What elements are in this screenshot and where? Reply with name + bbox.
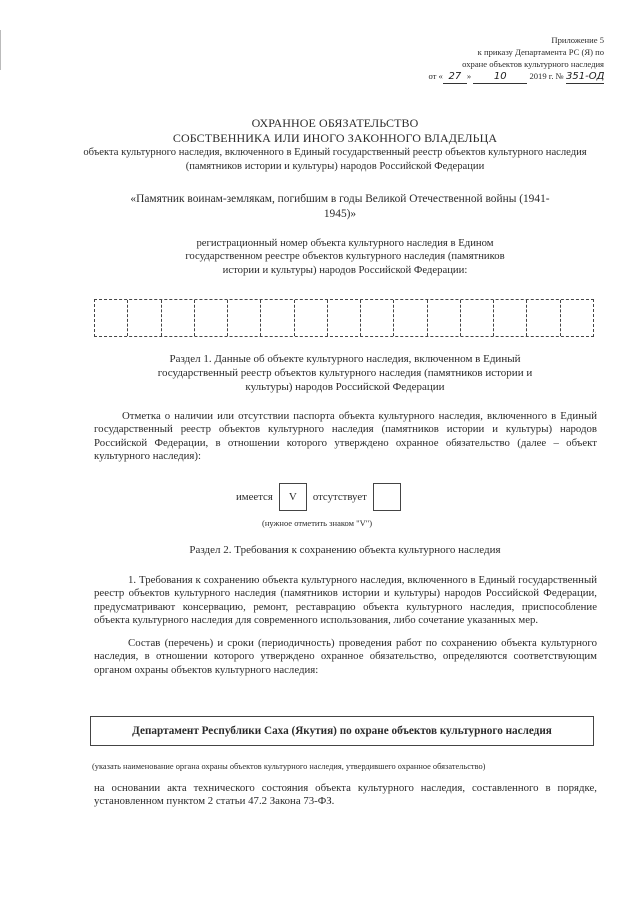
reg-cell: [128, 300, 161, 336]
reg-cell: [361, 300, 394, 336]
order-number: 351-ОД: [566, 71, 605, 82]
title-line-1: ОХРАННОЕ ОБЯЗАТЕЛЬСТВО: [251, 116, 419, 130]
passport-note: (нужное отметить знаком "V"): [262, 518, 373, 528]
reg-cell: [162, 300, 195, 336]
passport-has-label: имеется: [236, 491, 273, 503]
reg-cell: [394, 300, 427, 336]
section-1-heading: Раздел 1. Данные об объекте культурного наследия, включенном в Единый государственный реестр объектов культурного наследия (памятников истории и культуры) народов Российской Федерации: [157, 353, 533, 393]
basis-text: на основании акта технического состояния объекта культурного наследия, составленного в порядке, установленном пунктом 2 статьи 47.2 Закона 73-ФЗ.: [94, 782, 597, 808]
reg-cell: [461, 300, 494, 336]
object-name: «Памятник воинам-землякам, погибшим в годы Великой Отечественной войны (1941-1945)»: [130, 193, 550, 220]
date-year: 2019 г. №: [529, 71, 564, 81]
document-subtitle: объекта культурного наследия, включенного в Единый государственный реестр объектов культурного наследия (памятников истории и культуры) народов Российской Федерации: [83, 147, 587, 172]
item-1-text: 1. Требования к сохранению объекта культурного наследия, включенного в Единый государственный реестр объектов культурного наследия (памятников истории и культуры) народов Российской Федерации, предусматривают консервацию, ремонт, реставрацию объекта культурного наследия, приспособление объекта культурного наследия для современного использования, либо сочетание указанных мер.: [94, 574, 597, 627]
reg-cell: [328, 300, 361, 336]
reg-cell: [527, 300, 560, 336]
authority-box: Департамент Республики Саха (Якутия) по охране объектов культурного наследия: [90, 716, 594, 746]
passport-absent-label: отсутствует: [312, 491, 367, 503]
appendix-line-2: к приказу Департамента РС (Я) по: [477, 47, 604, 57]
section-2-heading: Раздел 2. Требования к сохранению объекта культурного наследия: [189, 544, 501, 556]
date-month: 10: [473, 71, 527, 84]
document-title: [70, 116, 600, 146]
reg-cell: [228, 300, 261, 336]
appendix-line-1: Приложение 5: [551, 35, 604, 45]
appendix-header: [364, 34, 604, 84]
passport-absent-checkbox[interactable]: [373, 483, 401, 511]
date-prefix: от «: [428, 71, 443, 81]
scan-margin-mark: [0, 30, 5, 70]
reg-cell: [261, 300, 294, 336]
item-2-text: Состав (перечень) и сроки (периодичность) проведения работ по сохранению объекта культурного наследия, в отношении которого утверждено охранное обязательство, определяются соответствующим органом охраны объектов культурного наследия:: [94, 637, 597, 676]
reg-cell: [428, 300, 461, 336]
passport-has-checkbox[interactable]: V: [279, 483, 307, 511]
date-mid: »: [466, 71, 472, 81]
reg-cell: [195, 300, 228, 336]
registration-number-boxes: [94, 299, 594, 337]
appendix-date-line: [364, 70, 604, 84]
reg-cell: [295, 300, 328, 336]
registration-caption: регистрационный номер объекта культурного наследия в Едином государственном реестре объектов культурного наследия (памятников истории и культуры) народов Российской Федерации:: [185, 237, 505, 276]
reg-cell: [494, 300, 527, 336]
reg-cell: [561, 300, 593, 336]
title-line-2: СОБСТВЕННИКА ИЛИ ИНОГО ЗАКОННОГО ВЛАДЕЛЬЦА: [172, 131, 498, 145]
section-1-text: Отметка о наличии или отсутствии паспорта объекта культурного наследия, включенного в Единый государственный реестр объектов культурного наследия (памятников истории и культуры) народов Российской Федерации, в отношении которого утверждено охранное обязательство (далее – объект культурного наследия):: [94, 410, 597, 463]
date-day: 27: [443, 71, 467, 84]
appendix-line-3: охране объектов культурного наследия: [462, 59, 604, 69]
passport-checkbox-row: [236, 483, 407, 511]
authority-caption: (указать наименование органа охраны объектов культурного наследия, утвердившего охранное обязательство): [92, 762, 486, 771]
reg-cell: [95, 300, 128, 336]
